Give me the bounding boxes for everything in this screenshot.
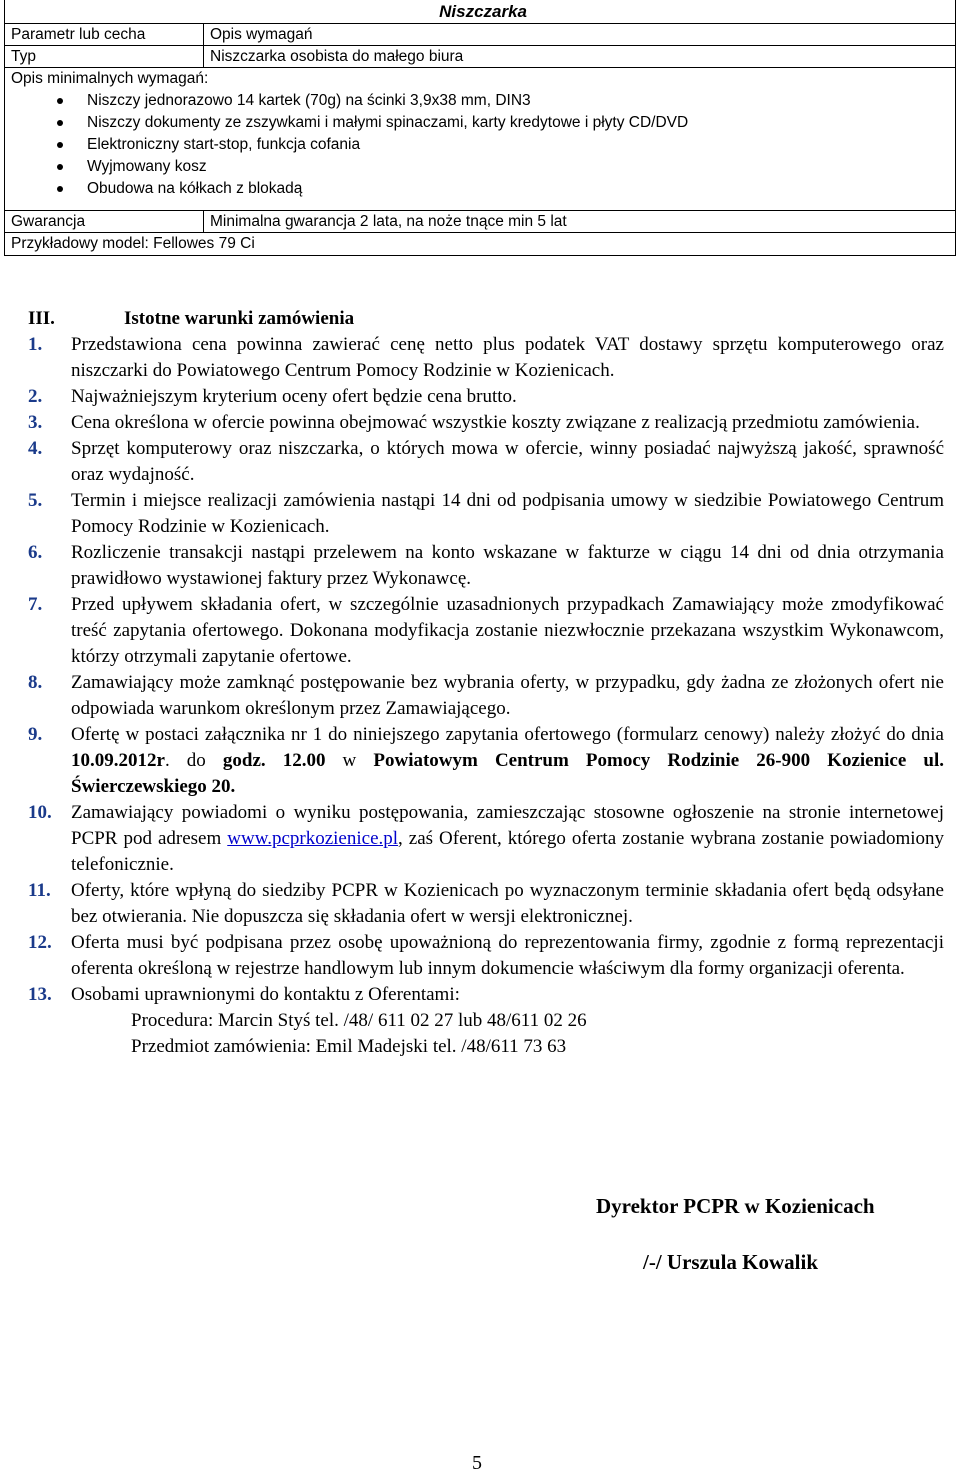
item-text: Zamawiający może zamknąć postępowanie bez wybrania oferty, w przypadku, gdy żadna ze złożonych ofert nie odpowiada warunkom określonym przez Zamawiającego. [71,672,944,719]
section-heading [28,306,354,332]
list-item [28,722,944,800]
list-item [5,90,688,112]
contacts-block [131,1008,944,1060]
type-label: Typ [11,48,36,65]
header-param: Parametr lub cecha [11,26,146,43]
warranty-value: Minimalna gwarancja 2 lata, na noże tnące min 5 lat [203,211,955,232]
contact-subject: Przedmiot zamówienia: Emil Madejski tel. /48/611 73 63 [131,1036,567,1057]
list-item [28,592,944,670]
item-text: Przed upływem składania ofert, w szczególnie uzasadnionych przypadkach Zamawiający może zmodyfikować treść zapytania ofertowego. Dokonana modyfikacja zostanie niezwłocznie przekazana wszystkim Wykonawcom, którzy otrzymali zapytanie ofertowe. [71,594,944,667]
requirement-text: Niszczy jednorazowo 14 kartek (70g) na ścinki 3,9x38 mm, DIN3 [87,92,531,109]
submission-place: Powiatowym Centrum Pomocy Rodzinie 26-900 Kozienice ul. Świerczewskiego 20 [71,750,944,797]
list-item [28,670,944,722]
list-item [5,134,688,156]
spec-title-row [5,0,955,24]
list-item [5,178,688,200]
conditions-list [28,332,944,1060]
item-text: Oferta musi być podpisana przez osobę upoważnioną do reprezentowania firmy, zgodnie z formą reprezentacji oferenta określoną w rejestrze handlowym lub innym dokumencie właściwym dla formy organizacji oferenta. [71,932,944,979]
requirements-list [5,90,688,200]
item-number: 8. [28,672,43,693]
list-item [28,800,944,878]
spec-header-row [5,24,955,46]
item-text: Najważniejszym kryterium oceny ofert będzie cena brutto. [71,386,517,407]
list-item [28,878,944,930]
list-item [5,112,688,134]
requirements-row [5,68,955,211]
model-row [5,233,955,255]
requirements-title: Opis minimalnych wymagań: [11,70,209,87]
contact-procedure: Procedura: Marcin Styś tel. /48/ 611 02 27 lub 48/611 02 26 [131,1010,587,1031]
item-number: 3. [28,412,43,433]
item-number: 6. [28,542,43,563]
type-row [5,46,955,68]
item-text: Cena określona w ofercie powinna obejmować wszystkie koszty związane z realizacją przedmiotu zamówienia. [71,412,920,433]
list-item [28,488,944,540]
item-text: Termin i miejsce realizacji zamówienia nastąpi 14 dni od podpisania umowy w siedzibie Powiatowego Centrum Pomocy Rodzinie w Kozienicach. [71,490,944,537]
list-item [28,540,944,592]
deadline-time: godz. 12.00 [222,750,326,771]
list-item [28,982,944,1060]
spec-table [4,0,956,256]
spec-title: Niszczarka [439,2,527,21]
requirement-text: Wyjmowany kosz [87,158,207,175]
page-number: 5 [472,1452,482,1474]
model-text: Przykładowy model: Fellowes 79 Ci [11,235,255,252]
item-text: Osobami uprawnionymi do kontaktu z Oferentami: [71,984,460,1005]
list-item [28,930,944,982]
list-item [28,436,944,488]
item-text: . do [164,750,223,771]
item-text: Sprzęt komputerowy oraz niszczarka, o których mowa w ofercie, winny posiadać najwyższą jakość, sprawność oraz wydajność. [71,438,944,485]
type-value: Niszczarka osobista do małego biura [203,46,955,67]
item-text: Ofertę w postaci załącznika nr 1 do niniejszego zapytania ofertowego (formularz cenowy) należy złożyć do dnia [71,724,944,745]
section-number: III. [28,308,55,329]
bullet-icon [57,120,63,126]
signature-role: Dyrektor PCPR w Kozienicach [596,1194,875,1218]
section-title: Istotne warunki zamówienia [124,308,355,329]
item-number: 7. [28,594,43,615]
website-link[interactable]: www.pcprkozienice.pl [227,828,399,849]
deadline-date: 10.09.2012r [71,750,165,771]
bullet-icon [57,164,63,170]
item-number: 10. [28,802,52,823]
signature-name: /-/ Urszula Kowalik [643,1250,819,1274]
item-number: 2. [28,386,43,407]
item-text: Oferty, które wpłyną do siedziby PCPR w Kozienicach po wyznaczonym terminie składania ofert będą odsyłane bez otwierania. Nie dopuszcza się składania ofert w wersji elektronicznej. [71,880,944,927]
item-number: 5. [28,490,43,511]
item-number: 13. [28,984,52,1005]
item-number: 4. [28,438,43,459]
list-item [5,156,688,178]
item-number: 12. [28,932,52,953]
requirement-text: Niszczy dokumenty ze zszywkami i małymi spinaczami, karty kredytowe i płyty CD/DVD [87,114,689,131]
warranty-row [5,211,955,233]
item-text: Rozliczenie transakcji nastąpi przelewem na konto wskazane w fakturze w ciągu 14 dni od dnia otrzymania prawidłowo wystawionej faktury przez Wykonawcę. [71,542,944,589]
bullet-icon [57,142,63,148]
item-number: 9. [28,724,43,745]
item-text: Przedstawiona cena powinna zawierać cenę netto plus podatek VAT dostawy sprzętu komputerowego oraz niszczarki do Powiatowego Centrum Pomocy Rodzinie w Kozienicach. [71,334,944,381]
bullet-icon [57,186,63,192]
warranty-label: Gwarancja [11,213,86,230]
item-number: 1. [28,334,43,355]
requirement-text: Obudowa na kółkach z blokadą [87,180,303,197]
item-text: , zaś Oferent, którego oferta zostanie wybrana zostanie powiadomiony telefonicznie. [71,828,945,875]
item-text: . [230,776,236,797]
bullet-icon [57,98,63,104]
list-item [28,384,944,410]
item-text: w [325,750,374,771]
item-text: Zamawiający powiadomi o wyniku postępowania, zamieszczając stosowne ogłoszenie na stronie internetowej PCPR pod adresem [71,802,944,849]
list-item [28,332,944,384]
requirement-text: Elektroniczny start-stop, funkcja cofania [87,136,361,153]
item-number: 11. [28,880,51,901]
list-item [28,410,944,436]
header-desc: Opis wymagań [203,24,955,45]
